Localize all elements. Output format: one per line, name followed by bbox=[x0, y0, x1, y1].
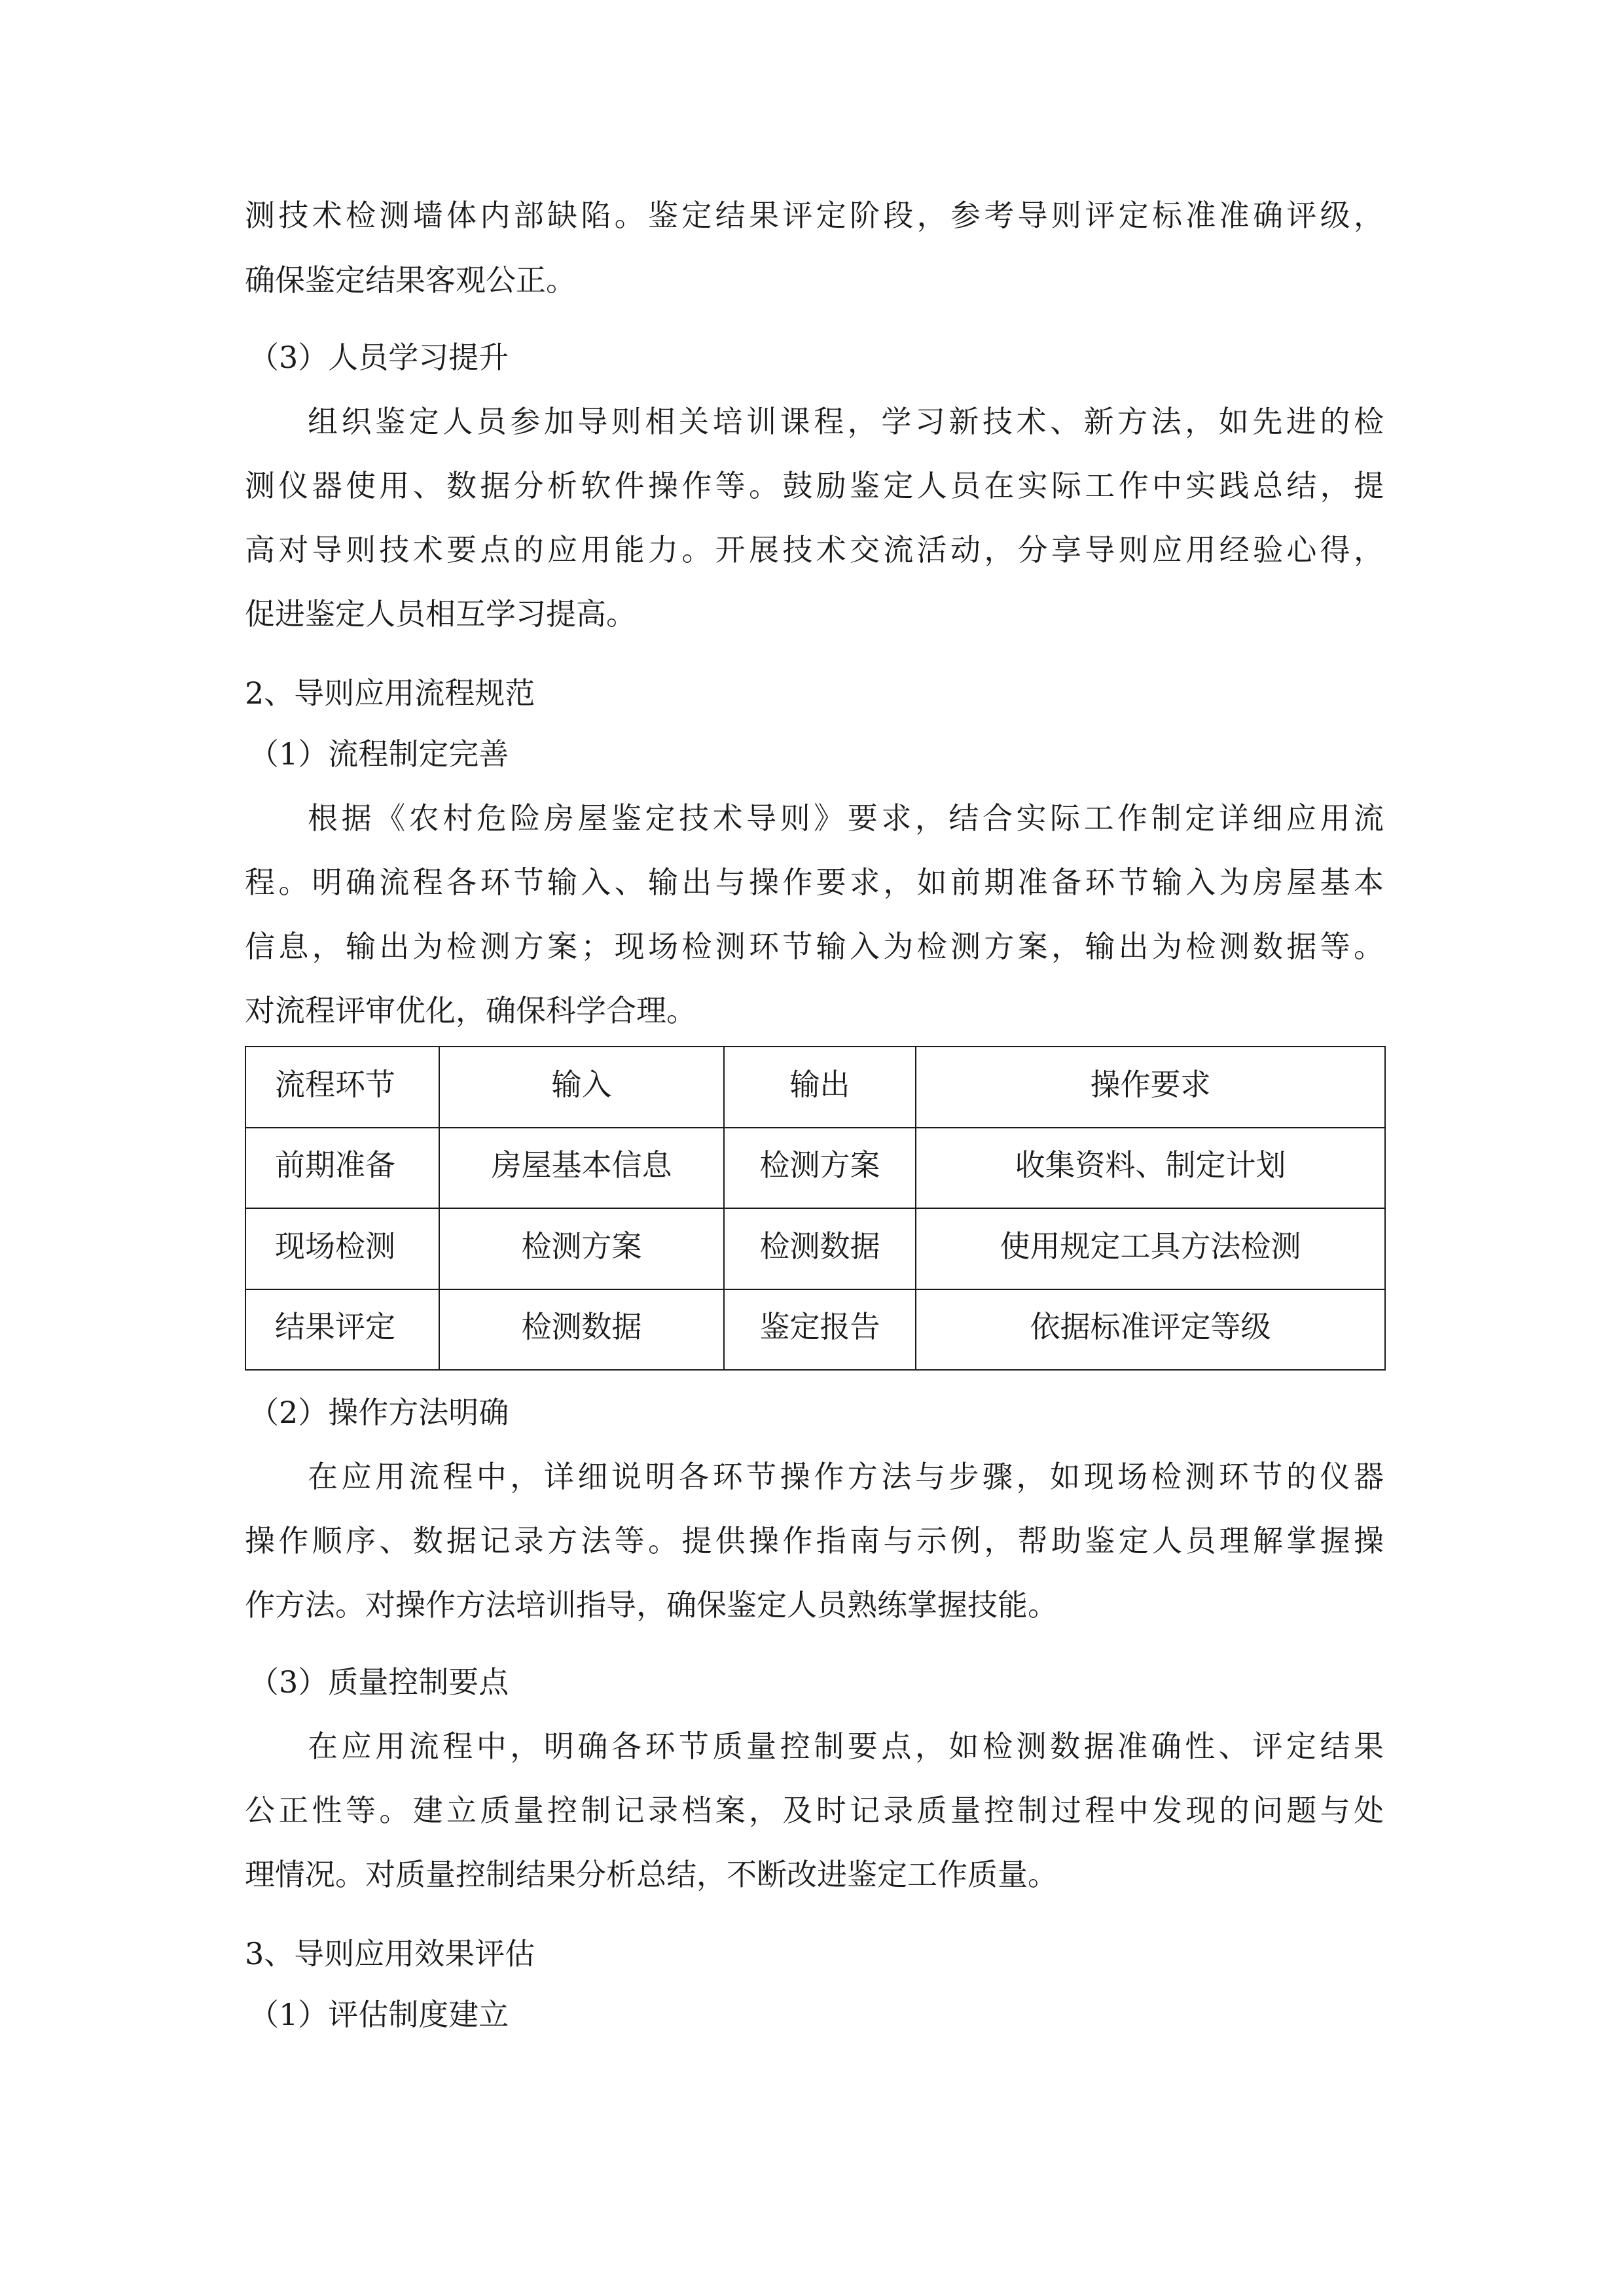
table-cell: 检测方案 bbox=[439, 1208, 724, 1289]
table-header-cell: 操作要求 bbox=[916, 1047, 1385, 1128]
table-row bbox=[245, 1289, 1385, 1371]
table-cell: 检测方案 bbox=[724, 1128, 916, 1209]
section-heading: （2）操作方法明确 bbox=[249, 1395, 509, 1430]
table-cell: 检测数据 bbox=[724, 1208, 916, 1289]
table-row bbox=[245, 1208, 1385, 1289]
paragraph-line: 确保鉴定结果客观公正。 bbox=[245, 262, 576, 298]
paragraph-line: 高对导则技术要点的应用能力。开展技术交流活动，分享导则应用经验心得， bbox=[245, 532, 1384, 567]
table-cell: 现场检测 bbox=[245, 1208, 439, 1289]
paragraph-line: 在应用流程中，明确各环节质量控制要点，如检测数据准确性、评定结果 bbox=[308, 1729, 1384, 1764]
paragraph-line: 理情况。对质量控制结果分析总结，不断改进鉴定工作质量。 bbox=[245, 1857, 1058, 1892]
table-cell: 结果评定 bbox=[245, 1289, 439, 1371]
paragraph-line: 公正性等。建立质量控制记录档案，及时记录质量控制过程中发现的问题与处 bbox=[245, 1793, 1384, 1828]
table-cell: 鉴定报告 bbox=[724, 1289, 916, 1371]
section-heading: （1）评估制度建立 bbox=[249, 1997, 509, 2032]
paragraph-line: 根据《农村危险房屋鉴定技术导则》要求，结合实际工作制定详细应用流 bbox=[308, 800, 1384, 836]
section-heading: （3）质量控制要点 bbox=[249, 1664, 509, 1700]
paragraph-line: 操作顺序、数据记录方法等。提供操作指南与示例，帮助鉴定人员理解掌握操 bbox=[245, 1523, 1384, 1558]
table-cell: 使用规定工具方法检测 bbox=[916, 1208, 1385, 1289]
table-row bbox=[245, 1128, 1385, 1209]
paragraph-line: 信息，输出为检测方案；现场检测环节输入为检测方案，输出为检测数据等。 bbox=[245, 929, 1384, 964]
table-header-cell: 输出 bbox=[724, 1047, 916, 1128]
paragraph-line: 作方法。对操作方法培训指导，确保鉴定人员熟练掌握技能。 bbox=[245, 1587, 1058, 1623]
table-cell: 收集资料、制定计划 bbox=[916, 1128, 1385, 1209]
section-heading: （1）流程制定完善 bbox=[249, 736, 509, 772]
paragraph-line: 在应用流程中，详细说明各环节操作方法与步骤，如现场检测环节的仪器 bbox=[308, 1459, 1384, 1494]
paragraph-line: 促进鉴定人员相互学习提高。 bbox=[245, 596, 636, 632]
paragraph-line: 测技术检测墙体内部缺陷。鉴定结果评定阶段，参考导则评定标准准确评级， bbox=[245, 198, 1384, 233]
table-cell: 房屋基本信息 bbox=[439, 1128, 724, 1209]
table-cell: 依据标准评定等级 bbox=[916, 1289, 1385, 1371]
paragraph-line: 组织鉴定人员参加导则相关培训课程，学习新技术、新方法，如先进的检 bbox=[308, 404, 1384, 439]
chapter-heading: 3、导则应用效果评估 bbox=[245, 1936, 535, 1971]
paragraph-line: 对流程评审优化，确保科学合理。 bbox=[245, 993, 696, 1028]
section-heading: （3）人员学习提升 bbox=[249, 340, 509, 375]
table-cell: 前期准备 bbox=[245, 1128, 439, 1209]
table-header-row bbox=[245, 1047, 1385, 1128]
process-table bbox=[245, 1046, 1386, 1371]
table-header-cell: 流程环节 bbox=[245, 1047, 439, 1128]
table-cell: 检测数据 bbox=[439, 1289, 724, 1371]
paragraph-line: 测仪器使用、数据分析软件操作等。鼓励鉴定人员在实际工作中实践总结，提 bbox=[245, 468, 1384, 503]
chapter-heading: 2、导则应用流程规范 bbox=[245, 675, 535, 711]
table-header-cell: 输入 bbox=[439, 1047, 724, 1128]
paragraph-line: 程。明确流程各环节输入、输出与操作要求，如前期准备环节输入为房屋基本 bbox=[245, 865, 1384, 900]
